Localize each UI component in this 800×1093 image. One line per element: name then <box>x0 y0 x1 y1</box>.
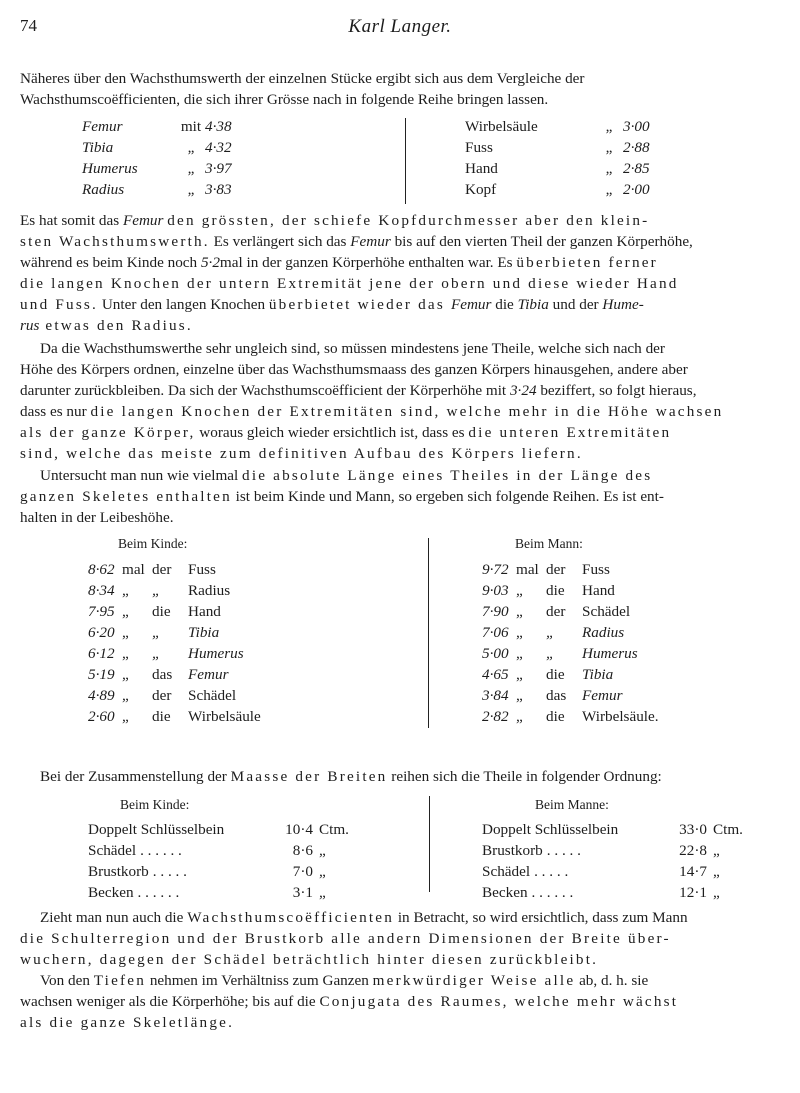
article: „ <box>546 623 555 641</box>
ratio-value: 7·06 <box>482 623 509 641</box>
ratio-value: 6·12 <box>88 644 115 662</box>
unit: „ <box>319 841 326 859</box>
measure-label: Brustkorb . . . . . <box>88 862 187 880</box>
separator: mal <box>516 560 539 578</box>
measure-label: Becken . . . . . . <box>88 883 180 901</box>
bone-name: Schädel <box>582 602 631 620</box>
article: der <box>546 560 566 578</box>
bone-name: Wirbelsäule <box>188 707 261 725</box>
separator: „ <box>122 707 129 725</box>
article: die <box>546 665 565 683</box>
unit: „ <box>713 862 720 880</box>
ratio-value: 9·03 <box>482 581 509 599</box>
prefix: „ <box>605 117 613 135</box>
prefix: „ <box>187 138 195 156</box>
table-row <box>88 819 359 840</box>
table-row <box>482 685 659 706</box>
article: „ <box>152 644 161 662</box>
bone-name: Femur <box>582 686 623 704</box>
ratio-value: 5·19 <box>88 665 115 683</box>
leader-dots <box>224 821 228 838</box>
measure-value: 33·0 <box>679 820 707 838</box>
measure-label: Schädel . . . . . <box>482 862 569 880</box>
breadth-table-child <box>88 819 359 903</box>
ratio-value: 9·72 <box>482 560 509 578</box>
table-divider <box>428 538 429 728</box>
page-number: 74 <box>20 16 37 35</box>
separator: „ <box>516 623 523 641</box>
bone-name: Wirbelsäule <box>465 117 538 135</box>
table2-left-header: Beim Kinde: <box>118 536 188 551</box>
bone-name: Hand <box>582 581 615 599</box>
leader-dots <box>618 821 622 838</box>
ratio-value: 4·89 <box>88 686 115 704</box>
coefficient-table-left <box>82 116 245 200</box>
table-row <box>482 601 659 622</box>
leader-dots: . . . . . <box>534 862 569 880</box>
table-row <box>482 819 753 840</box>
table-row <box>82 179 245 200</box>
table-row <box>482 861 753 882</box>
article: das <box>152 665 173 683</box>
table-row <box>88 580 261 601</box>
measure-label: Schädel . . . . . . <box>88 841 182 859</box>
table-row <box>465 179 663 200</box>
separator: „ <box>122 602 129 620</box>
separator: „ <box>122 686 129 704</box>
table-row <box>482 840 753 861</box>
measure-value: 7·0 <box>292 862 313 880</box>
table-row <box>88 685 261 706</box>
bone-name: Hand <box>188 602 221 620</box>
separator: „ <box>516 581 523 599</box>
breadth-table-man <box>482 819 753 903</box>
page-header <box>20 16 780 42</box>
separator: „ <box>516 665 523 683</box>
table-row <box>88 840 359 861</box>
separator: „ <box>516 707 523 725</box>
article: „ <box>152 581 161 599</box>
measure-label: Doppelt Schlüsselbein <box>88 819 273 840</box>
bone-name: Femur <box>188 665 229 683</box>
separator: „ <box>516 644 523 662</box>
ratio-value: 8·34 <box>88 581 115 599</box>
length-table-child <box>88 559 261 727</box>
table-row <box>88 861 359 882</box>
bone-name: Humerus <box>188 644 244 662</box>
measure-value: 3·1 <box>292 883 313 901</box>
coefficient-value: 3·00 <box>623 117 650 135</box>
table-row <box>88 706 261 727</box>
unit: Ctm. <box>713 820 743 838</box>
table-row <box>465 137 663 158</box>
length-table-man <box>482 559 659 727</box>
table-row <box>482 643 659 664</box>
table-row <box>82 116 245 137</box>
running-head: Karl Langer. <box>348 16 452 37</box>
ratio-value: 7·95 <box>88 602 115 620</box>
table2-right-header: Beim Mann: <box>515 536 583 551</box>
coefficient-value: 4·32 <box>205 138 232 156</box>
table-row <box>465 116 663 137</box>
prefix: „ <box>605 180 613 198</box>
article: die <box>546 581 565 599</box>
prefix: „ <box>605 138 613 156</box>
table-row <box>482 559 659 580</box>
table-divider <box>429 796 430 892</box>
ratio-value: 5·00 <box>482 644 509 662</box>
unit: „ <box>319 883 326 901</box>
intro-paragraph <box>20 68 785 110</box>
bone-name: Schädel <box>188 686 237 704</box>
article: die <box>152 602 171 620</box>
paragraph-femur: Es hat somit das Femur den grössten, der schiefe Kopfdurchmesser aber den klein- sten Wachsthumswerth. Es verlängert sich das Femur bis auf den vierten Theil der ganzen Körperhöhe, während es beim Kinde noch 5·2mal in der ganzen Körperhöhe enthalten war. Es überbieten ferner die langen Knochen der untern Extremität jene der obern und diese wieder Hand und Fuss. Unter den langen Knochen überbietet wieder das Femur die Tibia und der Hume- rus etwas den Radius. <box>20 212 693 334</box>
bone-name: Kopf <box>465 180 497 198</box>
coefficient-value: 2·85 <box>623 159 650 177</box>
separator: mal <box>122 560 145 578</box>
table-row <box>482 706 659 727</box>
leader-dots: . . . . . . <box>531 883 574 901</box>
table3-right-header: Beim Manne: <box>535 797 609 812</box>
paragraph-depth: Von den Tiefen nehmen im Verhältniss zum Ganzen merkwürdiger Weise alle ab, d. h. sie wachsen weniger als die Körperhöhe; bis auf die Conjugata des Raumes, welche mehr wächst als die ganze Skeletlänge. <box>20 972 679 1031</box>
table-row <box>88 601 261 622</box>
measure-value: 22·8 <box>679 841 707 859</box>
paragraph-breadth: Bei der Zusammenstellung der Maasse der Breiten reihen sich die Theile in folgender Ordnung: <box>40 768 662 785</box>
table-row <box>88 622 261 643</box>
article: das <box>546 686 567 704</box>
table-row <box>465 158 663 179</box>
table-row <box>482 882 753 903</box>
measure-label: Becken . . . . . . <box>482 883 574 901</box>
measure-value: 8·6 <box>292 841 313 859</box>
ratio-value: 7·90 <box>482 602 509 620</box>
bone-name: Fuss <box>188 560 216 578</box>
bone-name: Humerus <box>582 644 638 662</box>
separator: „ <box>122 644 129 662</box>
ratio-value: 6·20 <box>88 623 115 641</box>
unit: „ <box>713 841 720 859</box>
table3-left-header: Beim Kinde: <box>120 797 190 812</box>
measure-value: 10·4 <box>285 820 313 838</box>
unit: Ctm. <box>319 820 349 838</box>
leader-dots: . . . . . <box>546 841 581 859</box>
prefix: mit <box>180 117 202 135</box>
prefix: „ <box>187 180 195 198</box>
separator: „ <box>122 623 129 641</box>
table-divider <box>405 118 406 204</box>
table-row <box>482 664 659 685</box>
leader-dots: . . . . . . <box>140 841 182 859</box>
bone-name: Tibia <box>82 138 114 156</box>
coefficient-value: 3·97 <box>205 159 232 177</box>
table-row <box>82 137 245 158</box>
table-row <box>88 882 359 903</box>
prefix: „ <box>605 159 613 177</box>
ratio-value: 2·60 <box>88 707 115 725</box>
bone-name: Tibia <box>188 623 220 641</box>
measure-label: Brustkorb . . . . . <box>482 841 581 859</box>
bone-name: Tibia <box>582 665 614 683</box>
bone-name: Wirbelsäule. <box>582 707 659 725</box>
coefficient-value: 2·88 <box>623 138 650 156</box>
measure-label: Doppelt Schlüsselbein <box>482 819 667 840</box>
prefix: „ <box>187 159 195 177</box>
article: die <box>152 707 171 725</box>
paragraph-growth: Da die Wachsthumswerthe sehr ungleich sind, so müssen mindestens jene Theile, welche sich nach der Höhe des Körpers ordnen, einzelne über das Wachsthumsmaass des ganzen Körpers hinausgehen, andere aber darunter zurückbleiben. Da sich der Wachsthumscoëfficient der Körperhöhe mit 3·24 beziffert, so folgt hieraus, dass es nur die langen Knochen der Extremitäten sind, welche mehr in die Höhe wachsen als der ganze Körper, woraus gleich wieder ersichtlich ist, dass es die unteren Extremitäten sind, welche das meiste zum definitiven Aufbau des Körpers liefern. <box>20 340 724 462</box>
bone-name: Radius <box>188 581 231 599</box>
separator: „ <box>516 686 523 704</box>
table-row <box>82 158 245 179</box>
table-row <box>482 622 659 643</box>
article: der <box>546 602 566 620</box>
ratio-value: 4·65 <box>482 665 509 683</box>
coefficient-value: 2·00 <box>623 180 650 198</box>
article: der <box>152 686 172 704</box>
coefficient-table-right <box>465 116 663 200</box>
table-row <box>88 643 261 664</box>
measure-value: 12·1 <box>679 883 707 901</box>
bone-name: Humerus <box>82 159 138 177</box>
coefficient-value: 3·83 <box>205 180 232 198</box>
measure-value: 14·7 <box>679 862 707 880</box>
leader-dots: . . . . . <box>152 862 187 880</box>
separator: „ <box>516 602 523 620</box>
unit: „ <box>319 862 326 880</box>
article: der <box>152 560 172 578</box>
coefficient-value: 4·38 <box>205 117 232 135</box>
intro-line-1: Näheres über den Wachsthumswerth der einzelnen Stücke ergibt sich aus dem Vergleiche der <box>20 70 585 87</box>
ratio-value: 2·82 <box>482 707 509 725</box>
leader-dots: . . . . . . <box>137 883 180 901</box>
unit: „ <box>713 883 720 901</box>
bone-name: Fuss <box>465 138 493 156</box>
article: die <box>546 707 565 725</box>
bone-name: Hand <box>465 159 498 177</box>
bone-name: Radius <box>582 623 625 641</box>
bone-name: Fuss <box>582 560 610 578</box>
bone-name: Femur <box>82 117 123 135</box>
paragraph-absolute-length: Untersucht man nun wie vielmal die absolute Länge eines Theiles in der Länge des ganzen Skeletes enthalten ist beim Kinde und Mann, so ergeben sich folgende Reihen. Es ist ent- halten in der Leibeshöhe. <box>20 467 664 526</box>
article: „ <box>152 623 161 641</box>
article: „ <box>546 644 555 662</box>
separator: „ <box>122 665 129 683</box>
ratio-value: 8·62 <box>88 560 115 578</box>
separator: „ <box>122 581 129 599</box>
table-row <box>482 580 659 601</box>
bone-name: Radius <box>82 180 125 198</box>
intro-line-2: Wachsthumscoëfficienten, die sich ihrer Grösse nach in folgende Reihe bringen lassen. <box>20 91 549 108</box>
table-row <box>88 559 261 580</box>
table-row <box>88 664 261 685</box>
paragraph-shoulder: Zieht man nun auch die Wachsthumscoëfficienten in Betracht, so wird ersichtlich, dass zum Mann die Schulterregion und der Brustkorb alle andern Dimensionen der Breite über- wuchern, dagegen der Schädel beträchtlich hinter diesen zurückbleibt. <box>20 909 688 968</box>
ratio-value: 3·84 <box>482 686 509 704</box>
